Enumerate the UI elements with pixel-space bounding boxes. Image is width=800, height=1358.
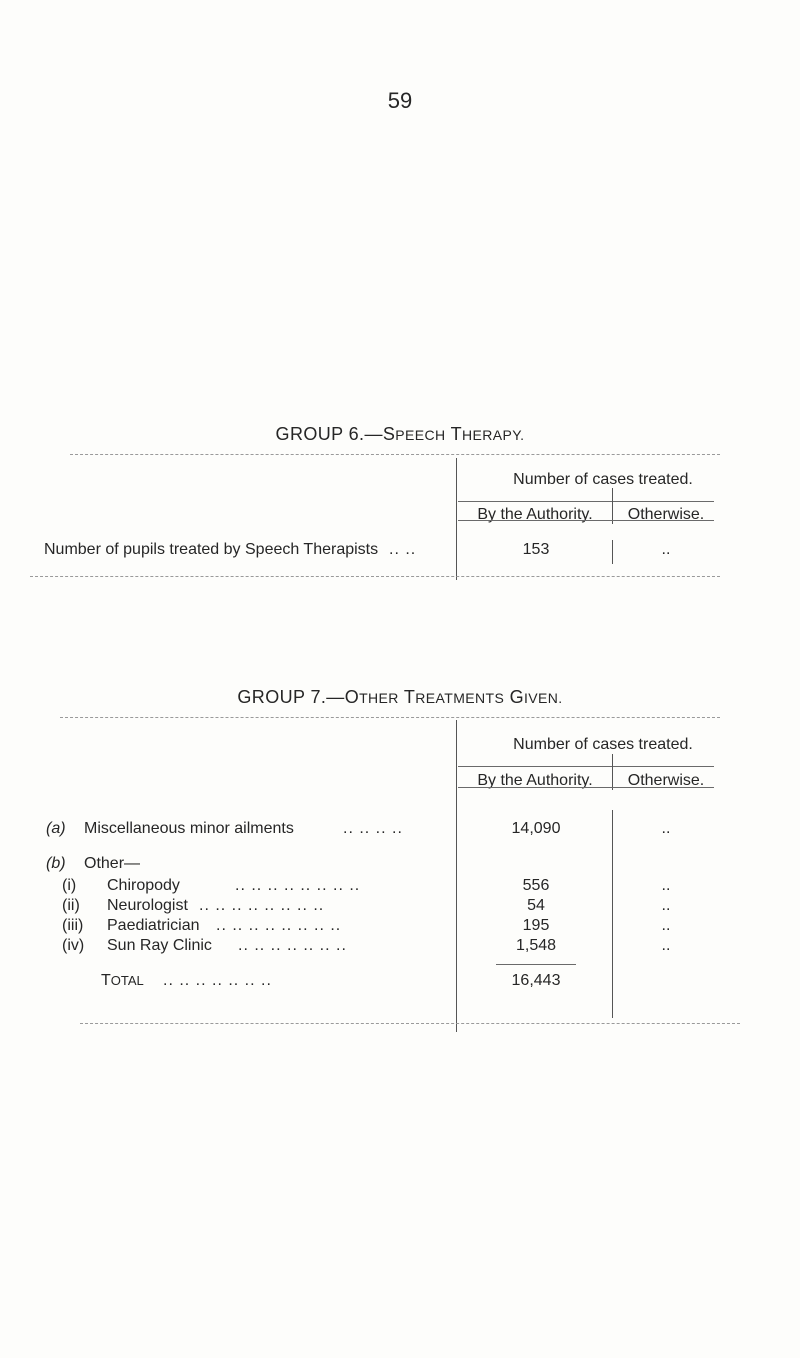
group6-top-rule bbox=[70, 454, 720, 455]
group7-header-otherwise: Otherwise. bbox=[627, 772, 705, 789]
group7-heading bbox=[0, 687, 800, 708]
group6-heading-w1-initial: S bbox=[382, 424, 396, 444]
group6-subcol-divider-bottom bbox=[612, 540, 613, 564]
group7-subrow-iii-by-authority: 195 bbox=[522, 917, 550, 934]
group7-subrow-iii-marker: (iii) bbox=[62, 917, 84, 934]
group6-header-by-authority: By the Authority. bbox=[477, 506, 593, 523]
group7-total-leader: .. .. .. .. .. .. .. bbox=[163, 972, 272, 989]
group7-subrow-iii-leader: .. .. .. .. .. .. .. .. bbox=[216, 917, 342, 934]
group7-row-a-leader: .. .. .. .. bbox=[343, 820, 403, 837]
group6-heading-w2-rest: HERAPY. bbox=[461, 427, 525, 443]
group7-subrow-iv-otherwise: .. bbox=[661, 937, 671, 954]
group7-subrow-iv-marker: (iv) bbox=[62, 937, 85, 954]
group6-span-header: Number of cases treated. bbox=[513, 471, 693, 488]
group7-subrow-ii-by-authority: 54 bbox=[527, 897, 545, 914]
group6-heading-prefix: GROUP 6.— bbox=[275, 424, 383, 444]
group7-heading-w1-rest: THER bbox=[359, 690, 399, 706]
group7-subrow-ii-leader: .. .. .. .. .. .. .. .. bbox=[199, 897, 325, 914]
group7-heading-prefix: GROUP 7.— bbox=[237, 687, 345, 707]
group7-total-initial: T bbox=[101, 972, 111, 989]
group7-row-b-marker: (b) bbox=[46, 855, 66, 872]
group6-span-underline bbox=[458, 501, 714, 502]
group7-heading-w2-initial: T bbox=[403, 687, 416, 707]
group7-subrow-i-label: Chiropody bbox=[107, 877, 180, 894]
group7-subrow-i-otherwise: .. bbox=[661, 877, 671, 894]
group7-subrow-i-marker: (i) bbox=[62, 877, 77, 894]
group7-total-by-authority: 16,443 bbox=[511, 972, 561, 989]
group7-top-rule bbox=[60, 717, 720, 718]
group7-bottom-rule bbox=[80, 1023, 740, 1024]
group7-row-a-label: Miscellaneous minor ailments bbox=[84, 820, 294, 837]
group7-subrow-i-leader: .. .. .. .. .. .. .. .. bbox=[235, 877, 361, 894]
group7-heading-w2-rest: REATMENTS bbox=[415, 690, 505, 706]
group6-header-otherwise: Otherwise. bbox=[627, 506, 705, 523]
group7-heading-w1-initial: O bbox=[344, 687, 360, 707]
group6-label-divider bbox=[456, 458, 457, 580]
group7-subcol-divider-bottom bbox=[612, 810, 613, 1018]
group7-row-b-label: Other— bbox=[84, 855, 141, 872]
group7-subrow-iii-label: Paediatrician bbox=[107, 917, 200, 934]
group6-row-label: Number of pupils treated by Speech Therapists bbox=[44, 541, 379, 558]
group7-row-a-marker: (a) bbox=[46, 820, 66, 837]
group6-heading-w1-rest: PEECH bbox=[395, 427, 446, 443]
group7-row-a-by-authority: 14,090 bbox=[511, 820, 561, 837]
group6-heading bbox=[0, 424, 800, 445]
group7-heading-w3-rest: IVEN. bbox=[524, 690, 563, 706]
group7-subrow-i-by-authority: 556 bbox=[522, 877, 550, 894]
group6-row-leader: .. .. bbox=[389, 541, 417, 558]
group7-subrow-iv-label: Sun Ray Clinic bbox=[107, 937, 212, 954]
group7-subrow-ii-marker: (ii) bbox=[62, 897, 80, 914]
group6-heading-w2-initial: T bbox=[450, 424, 462, 444]
group6-row-otherwise: .. bbox=[661, 541, 671, 558]
group7-subrow-ii-otherwise: .. bbox=[661, 897, 671, 914]
group7-subrow-iv-by-authority: 1,548 bbox=[515, 937, 557, 954]
group7-heading-w3-initial: G bbox=[509, 687, 525, 707]
group7-subrow-iii-otherwise: .. bbox=[661, 917, 671, 934]
group7-total-rest: OTAL bbox=[110, 973, 144, 988]
group7-header-underline bbox=[458, 787, 714, 788]
group7-row-a-otherwise: .. bbox=[661, 820, 671, 837]
group7-span-header: Number of cases treated. bbox=[513, 736, 693, 753]
group7-total-label bbox=[101, 972, 144, 990]
group6-bottom-rule bbox=[30, 576, 720, 577]
group7-subrow-iv-leader: .. .. .. .. .. .. .. bbox=[238, 937, 347, 954]
page-number: 59 bbox=[387, 88, 413, 113]
group7-span-underline bbox=[458, 766, 714, 767]
group6-row-by-authority: 153 bbox=[522, 541, 550, 558]
group7-label-divider bbox=[456, 720, 457, 1032]
group7-subrow-ii-label: Neurologist bbox=[107, 897, 188, 914]
group7-header-by-authority: By the Authority. bbox=[477, 772, 593, 789]
group7-total-rule bbox=[496, 964, 576, 965]
group6-header-underline bbox=[458, 520, 714, 521]
